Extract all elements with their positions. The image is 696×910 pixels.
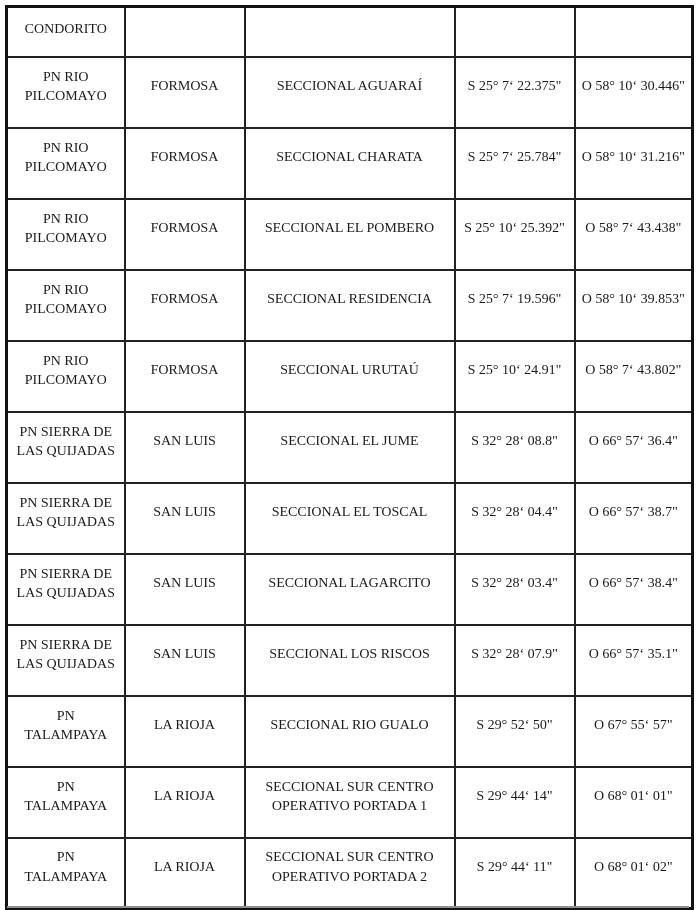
park-name-cell: CONDORITO: [7, 7, 125, 57]
latitude-cell: [455, 7, 575, 57]
park-name-cell: PN TALAMPAYA: [7, 838, 125, 909]
park-name-cell: PN SIERRA DE LAS QUIJADAS: [7, 483, 125, 554]
table-row: [7, 554, 693, 625]
coordinates-table: [5, 5, 694, 910]
table-row: [7, 128, 693, 199]
province-cell: LA RIOJA: [125, 767, 245, 838]
latitude-cell: S 29° 52‘ 50": [455, 696, 575, 767]
scan-artifact-line: [7, 906, 689, 908]
seccional-name-cell: SECCIONAL EL JUME: [245, 412, 455, 483]
park-name-cell: PN RIO PILCOMAYO: [7, 128, 125, 199]
province-cell: FORMOSA: [125, 57, 245, 128]
longitude-cell: O 58° 10‘ 30.446": [575, 57, 693, 128]
table-row: [7, 341, 693, 412]
latitude-cell: S 32° 28‘ 07.9": [455, 625, 575, 696]
table-row-partial: [7, 7, 693, 57]
province-cell: FORMOSA: [125, 270, 245, 341]
table-row: [7, 838, 693, 909]
table-row: [7, 57, 693, 128]
table-row: [7, 483, 693, 554]
table-row: [7, 696, 693, 767]
park-name-cell: PN RIO PILCOMAYO: [7, 199, 125, 270]
park-name-cell: PN SIERRA DE LAS QUIJADAS: [7, 625, 125, 696]
longitude-cell: O 68° 01‘ 02": [575, 838, 693, 909]
table-row: [7, 270, 693, 341]
latitude-cell: S 32° 28‘ 08.8": [455, 412, 575, 483]
province-cell: LA RIOJA: [125, 838, 245, 909]
seccional-name-cell: SECCIONAL RIO GUALO: [245, 696, 455, 767]
latitude-cell: S 25° 7‘ 22.375": [455, 57, 575, 128]
longitude-cell: O 66° 57‘ 38.7": [575, 483, 693, 554]
province-cell: FORMOSA: [125, 128, 245, 199]
table-row: [7, 625, 693, 696]
seccional-name-cell: SECCIONAL RESIDENCIA: [245, 270, 455, 341]
table-row: [7, 767, 693, 838]
seccional-name-cell: [245, 7, 455, 57]
coordinates-table-body: [7, 7, 693, 909]
seccional-name-cell: SECCIONAL SUR CENTRO OPERATIVO PORTADA 2: [245, 838, 455, 909]
latitude-cell: S 25° 7‘ 25.784": [455, 128, 575, 199]
province-cell: SAN LUIS: [125, 483, 245, 554]
park-name-cell: PN SIERRA DE LAS QUIJADAS: [7, 412, 125, 483]
longitude-cell: O 58° 7‘ 43.802": [575, 341, 693, 412]
park-name-cell: PN RIO PILCOMAYO: [7, 270, 125, 341]
latitude-cell: S 32° 28‘ 03.4": [455, 554, 575, 625]
province-cell: [125, 7, 245, 57]
longitude-cell: O 58° 10‘ 31.216": [575, 128, 693, 199]
seccional-name-cell: SECCIONAL AGUARAÍ: [245, 57, 455, 128]
longitude-cell: O 66° 57‘ 38.4": [575, 554, 693, 625]
province-cell: FORMOSA: [125, 199, 245, 270]
seccional-name-cell: SECCIONAL EL TOSCAL: [245, 483, 455, 554]
latitude-cell: S 32° 28‘ 04.4": [455, 483, 575, 554]
longitude-cell: O 66° 57‘ 36.4": [575, 412, 693, 483]
longitude-cell: O 67° 55‘ 57": [575, 696, 693, 767]
latitude-cell: S 29° 44‘ 11": [455, 838, 575, 909]
longitude-cell: [575, 7, 693, 57]
seccional-name-cell: SECCIONAL SUR CENTRO OPERATIVO PORTADA 1: [245, 767, 455, 838]
seccional-name-cell: SECCIONAL LAGARCITO: [245, 554, 455, 625]
latitude-cell: S 25° 10‘ 24.91": [455, 341, 575, 412]
province-cell: LA RIOJA: [125, 696, 245, 767]
table-row: [7, 199, 693, 270]
park-name-cell: PN RIO PILCOMAYO: [7, 57, 125, 128]
province-cell: SAN LUIS: [125, 412, 245, 483]
seccional-name-cell: SECCIONAL CHARATA: [245, 128, 455, 199]
longitude-cell: O 58° 7‘ 43.438": [575, 199, 693, 270]
province-cell: FORMOSA: [125, 341, 245, 412]
province-cell: SAN LUIS: [125, 554, 245, 625]
table-row: [7, 412, 693, 483]
longitude-cell: O 58° 10‘ 39.853": [575, 270, 693, 341]
latitude-cell: S 25° 10‘ 25.392": [455, 199, 575, 270]
latitude-cell: S 29° 44‘ 14": [455, 767, 575, 838]
park-name-cell: PN RIO PILCOMAYO: [7, 341, 125, 412]
seccional-name-cell: SECCIONAL URUTAÚ: [245, 341, 455, 412]
latitude-cell: S 25° 7‘ 19.596": [455, 270, 575, 341]
longitude-cell: O 68° 01‘ 01": [575, 767, 693, 838]
longitude-cell: O 66° 57‘ 35.1": [575, 625, 693, 696]
seccional-name-cell: SECCIONAL EL POMBERO: [245, 199, 455, 270]
seccional-name-cell: SECCIONAL LOS RISCOS: [245, 625, 455, 696]
park-name-cell: PN SIERRA DE LAS QUIJADAS: [7, 554, 125, 625]
park-name-cell: PN TALAMPAYA: [7, 767, 125, 838]
park-name-cell: PN TALAMPAYA: [7, 696, 125, 767]
province-cell: SAN LUIS: [125, 625, 245, 696]
